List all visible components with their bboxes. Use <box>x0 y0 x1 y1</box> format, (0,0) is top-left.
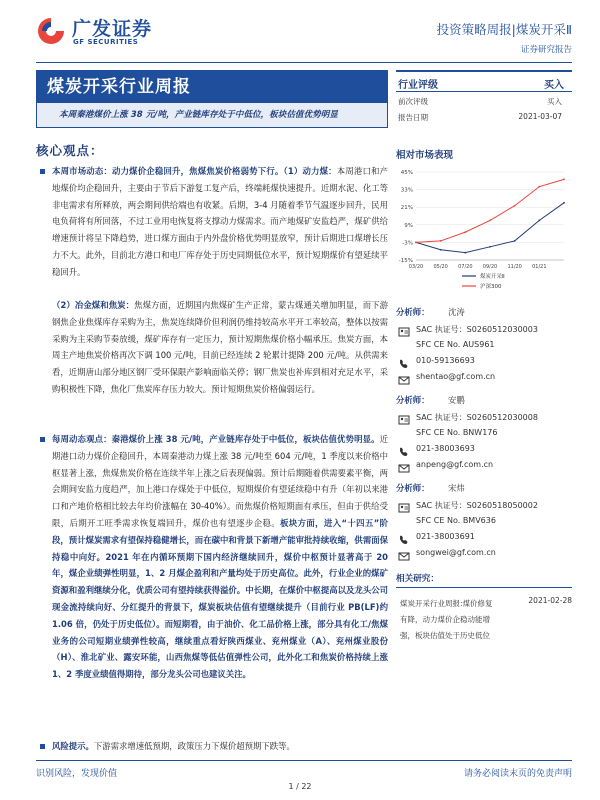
relative-performance-chart <box>392 164 572 298</box>
data-point <box>415 242 417 244</box>
para1-body: 本周港口和产地煤价均企稳回升，主要由于节后下游复工复产后，终端耗煤快速提升。近期水泥、化工等非电需求有所释放，两会期间供给端也有收紧。后期，3-4 月随着季节气温逐步回升，民用电负荷将有所回落，不过工业用电恢复将支撑动力煤需求。而产地煤矿安监趋严，煤矿供给增速预计将呈下降趋势，进口煤方面由于内外盘价格优势明显放窄，预计后期进口煤增长压力不大。此外，目前北方港口和电厂库存处于历史同期低位水平，预计短期煤价有望延续平稳回升。 <box>52 166 388 277</box>
mail-icon <box>398 371 410 383</box>
data-point <box>563 178 565 180</box>
gf-logo <box>36 14 186 52</box>
mail-icon <box>398 459 410 471</box>
rating-label: 行业评级 <box>398 80 438 91</box>
series-line <box>416 179 564 242</box>
analyst-phone: 021-38003691 <box>416 532 475 541</box>
analyst-email[interactable]: songwei@gf.com.cn <box>416 548 496 557</box>
analyst-phone: 021-38003693 <box>416 444 475 453</box>
chart-title: 相对市场表现 <box>396 150 454 161</box>
series-line <box>416 203 564 253</box>
data-point <box>489 220 491 222</box>
paragraph-weekly-view <box>36 431 388 683</box>
y-tick-label: -15% <box>398 258 413 264</box>
analyst-email[interactable]: shentao@gf.com.cn <box>416 372 496 381</box>
report-sub: 证券研究报告 <box>520 45 572 55</box>
analyst-header <box>396 306 572 318</box>
data-point <box>440 249 442 251</box>
analyst-sfc: SFC CE No. BNW176 <box>416 428 498 437</box>
data-point <box>440 240 442 242</box>
x-tick-label: 01/21 <box>532 264 547 270</box>
data-point <box>464 252 466 254</box>
x-tick-label: 05/20 <box>433 264 448 270</box>
analyst-name: 沈涛 <box>448 307 465 317</box>
legend-label: 沪深300 <box>480 284 502 290</box>
report-title: 煤炭开采行业周报 <box>47 77 191 97</box>
analyst-label: 分析师： <box>396 307 430 317</box>
data-point <box>514 205 516 207</box>
paragraph-risk <box>36 738 388 755</box>
prev-rating-value: 买入 <box>547 97 562 106</box>
y-tick-label: 33% <box>400 187 413 194</box>
x-tick-label: 09/20 <box>482 264 498 270</box>
analyst-header <box>396 394 572 406</box>
rating-value: 买入 <box>544 80 564 91</box>
gf-logo-icon <box>36 16 66 46</box>
phone-icon <box>398 531 410 543</box>
data-point <box>464 231 466 233</box>
analyst-sfc: SFC CE No. AUS961 <box>416 340 495 349</box>
id-card-icon <box>398 323 410 335</box>
para4-body: 下游需求增速低预期，政策压力下煤价超预期下跌等。 <box>93 741 295 751</box>
id-card-icon <box>398 411 410 423</box>
paragraph-coking-coal <box>36 297 388 398</box>
report-date-value: 2021-03-07 <box>518 112 562 121</box>
analyst-sac: SAC 执证号：S0260512030003 <box>416 325 538 334</box>
prev-rating-label: 前次评级 <box>398 97 428 106</box>
phone-icon <box>398 355 410 367</box>
phone-icon <box>398 443 410 455</box>
analyst-sac: SAC 执证号：S0260518050002 <box>416 501 538 510</box>
analyst-phone: 010-59136693 <box>416 356 475 365</box>
page-number: 1 / 22 <box>288 782 312 791</box>
paragraph-market-dynamics <box>36 163 388 281</box>
analyst-label: 分析师： <box>396 395 430 405</box>
report-subtitle: 本周秦港煤价上涨 38 元/吨，产业链库存处于中低位，板块估值优势明显 <box>37 103 387 127</box>
x-tick-label: 07/20 <box>458 264 473 270</box>
data-point <box>489 246 491 248</box>
data-point <box>514 240 516 242</box>
brand-name-cn: 广发证券 <box>72 18 153 40</box>
related-report-date: 2021-02-28 <box>528 596 572 605</box>
core-view-body <box>36 163 388 753</box>
analyst-name: 宋炜 <box>448 483 465 493</box>
report-date-label: 报告日期 <box>398 113 428 122</box>
analyst-header <box>396 482 572 494</box>
y-tick-label: 45% <box>400 170 413 176</box>
para1-lead: 本周市场动态：动力煤价企稳回升，焦煤焦炭价格弱势下行。（1）动力煤： <box>52 166 337 176</box>
analyst-name: 安鹏 <box>448 395 465 405</box>
x-tick-label: 11/20 <box>507 264 522 270</box>
para3-bold: 板块方面，进入“十四五”阶段，预计煤炭需求有望保持稳健增长，而在碳中和背景下新增产能审批持续收缩，供需面保持稳中向好。2021 年在内循环预期下国内经济继续回升，煤价中枢预计显著高于 20 年，煤企业绩弹性明显，1、2 月煤企盈利和产量均处于历史高位。此外，行业企业的煤矿资源和盈利继续分化，优质公司有望持续获得溢价。中长期，在煤价中枢提高以及龙头公司现金流持续向好、分红提升的背景下，煤炭板块估值有望继续提升（目前行业 PB(LF)约 1.06 倍，仍处于历史低位）。而短期看，由于油价、化工品价格上涨，部分具有化工/焦煤业务的公司短期业绩弹性较高，继续重点看好陕西煤业、兖州煤业（A）、兖州煤业股份（H）、淮北矿业、露安环能，山西焦煤等低估值弹性公司，此外化工和焦炭价格持续上涨 1、2 季度业绩值得期待，部分龙头公司也建议关注。 <box>52 517 388 680</box>
brand-name-en: GF SECURITIES <box>73 38 139 46</box>
data-point <box>563 202 565 204</box>
page-header <box>0 0 600 60</box>
mail-icon <box>398 547 410 559</box>
para3-lead: 每周动态观点：秦港煤价上涨 38 元/吨，产业链库存处于中低位，板块估值优势明显。 <box>52 434 380 444</box>
legend-label: 煤炭开采Ⅱ <box>480 274 505 280</box>
y-tick-label: -3% <box>402 240 413 247</box>
para4-lead: 风险提示。 <box>52 741 94 751</box>
data-point <box>538 220 540 222</box>
report-type: 投资策略周报|煤炭开采Ⅱ <box>436 22 572 37</box>
para2-lead: （2）冶金煤和焦炭： <box>52 300 135 310</box>
y-tick-label: 21% <box>400 205 413 212</box>
id-card-icon <box>398 499 410 511</box>
para3-body: 近期港口动力煤价企稳回升，本周秦港动力煤上涨 38 元/吨至 604 元/吨，1 季度以来价格中枢显著上涨，焦煤焦炭价格在连续半年上涨之后表现偏弱。预计后期随着供需要素平衡，两会期间安监力度趋严，加上港口存煤处于中低位，短期煤价有望延续稳中有升（年初以来港口和产地价格相比较去年均价涨幅在 30-40%）。而焦煤价格短期面有承压，但由于供给受限，后期开工旺季需求恢复端回升，煤价也有望逐步企稳。 <box>52 434 388 528</box>
rating-box <box>396 70 572 124</box>
analyst-sac: SAC 执证号：S0260512030008 <box>416 413 538 422</box>
related-research <box>396 572 572 666</box>
analyst-label: 分析师： <box>396 483 430 493</box>
related-title: 相关研究： <box>396 572 572 588</box>
header-divider <box>36 62 572 63</box>
core-view-title: 核心观点： <box>36 143 104 158</box>
x-tick-label: 03/20 <box>408 264 424 270</box>
analyst-sfc: SFC CE No. BMV636 <box>416 516 496 525</box>
related-report-link[interactable]: 煤炭开采行业周报:煤价修复有降，动力煤价企稳动能增强，板块估值处于历史低位 <box>400 599 493 640</box>
title-banner <box>36 70 388 128</box>
analyst-email[interactable]: anpeng@gf.com.cn <box>416 460 494 469</box>
y-tick-label: 9% <box>404 222 413 229</box>
footer-divider <box>36 760 572 761</box>
footer-slogan: 识别风险，发现价值 <box>36 769 118 779</box>
footer-disclaimer: 请务必阅读末页的免责声明 <box>463 769 572 779</box>
data-point <box>538 186 540 188</box>
para2-body: 焦煤方面，近期国内焦煤矿生产正常，蒙古煤通关增加明显，而下游钢焦企业焦煤库存采购为主，焦炭连续降价但利润仍维持较高水平开工率较高，整体以按需采购为主采购节奏放缓，煤矿库存有一定压力，预计短期焦煤价格小幅承压。焦炭方面，本周主产地焦炭价格再次下调 100 元/吨，目前已经连续 2 轮累计提降 200 元/吨。从供需来看，近期唐山部分地区钢厂受环保限产影响面临关停；钢厂焦炭也补库到相对充足水平，采购积极性下降，焦化厂焦炭库存压力较大。预计短期焦炭价格偏弱运行。 <box>52 300 389 394</box>
